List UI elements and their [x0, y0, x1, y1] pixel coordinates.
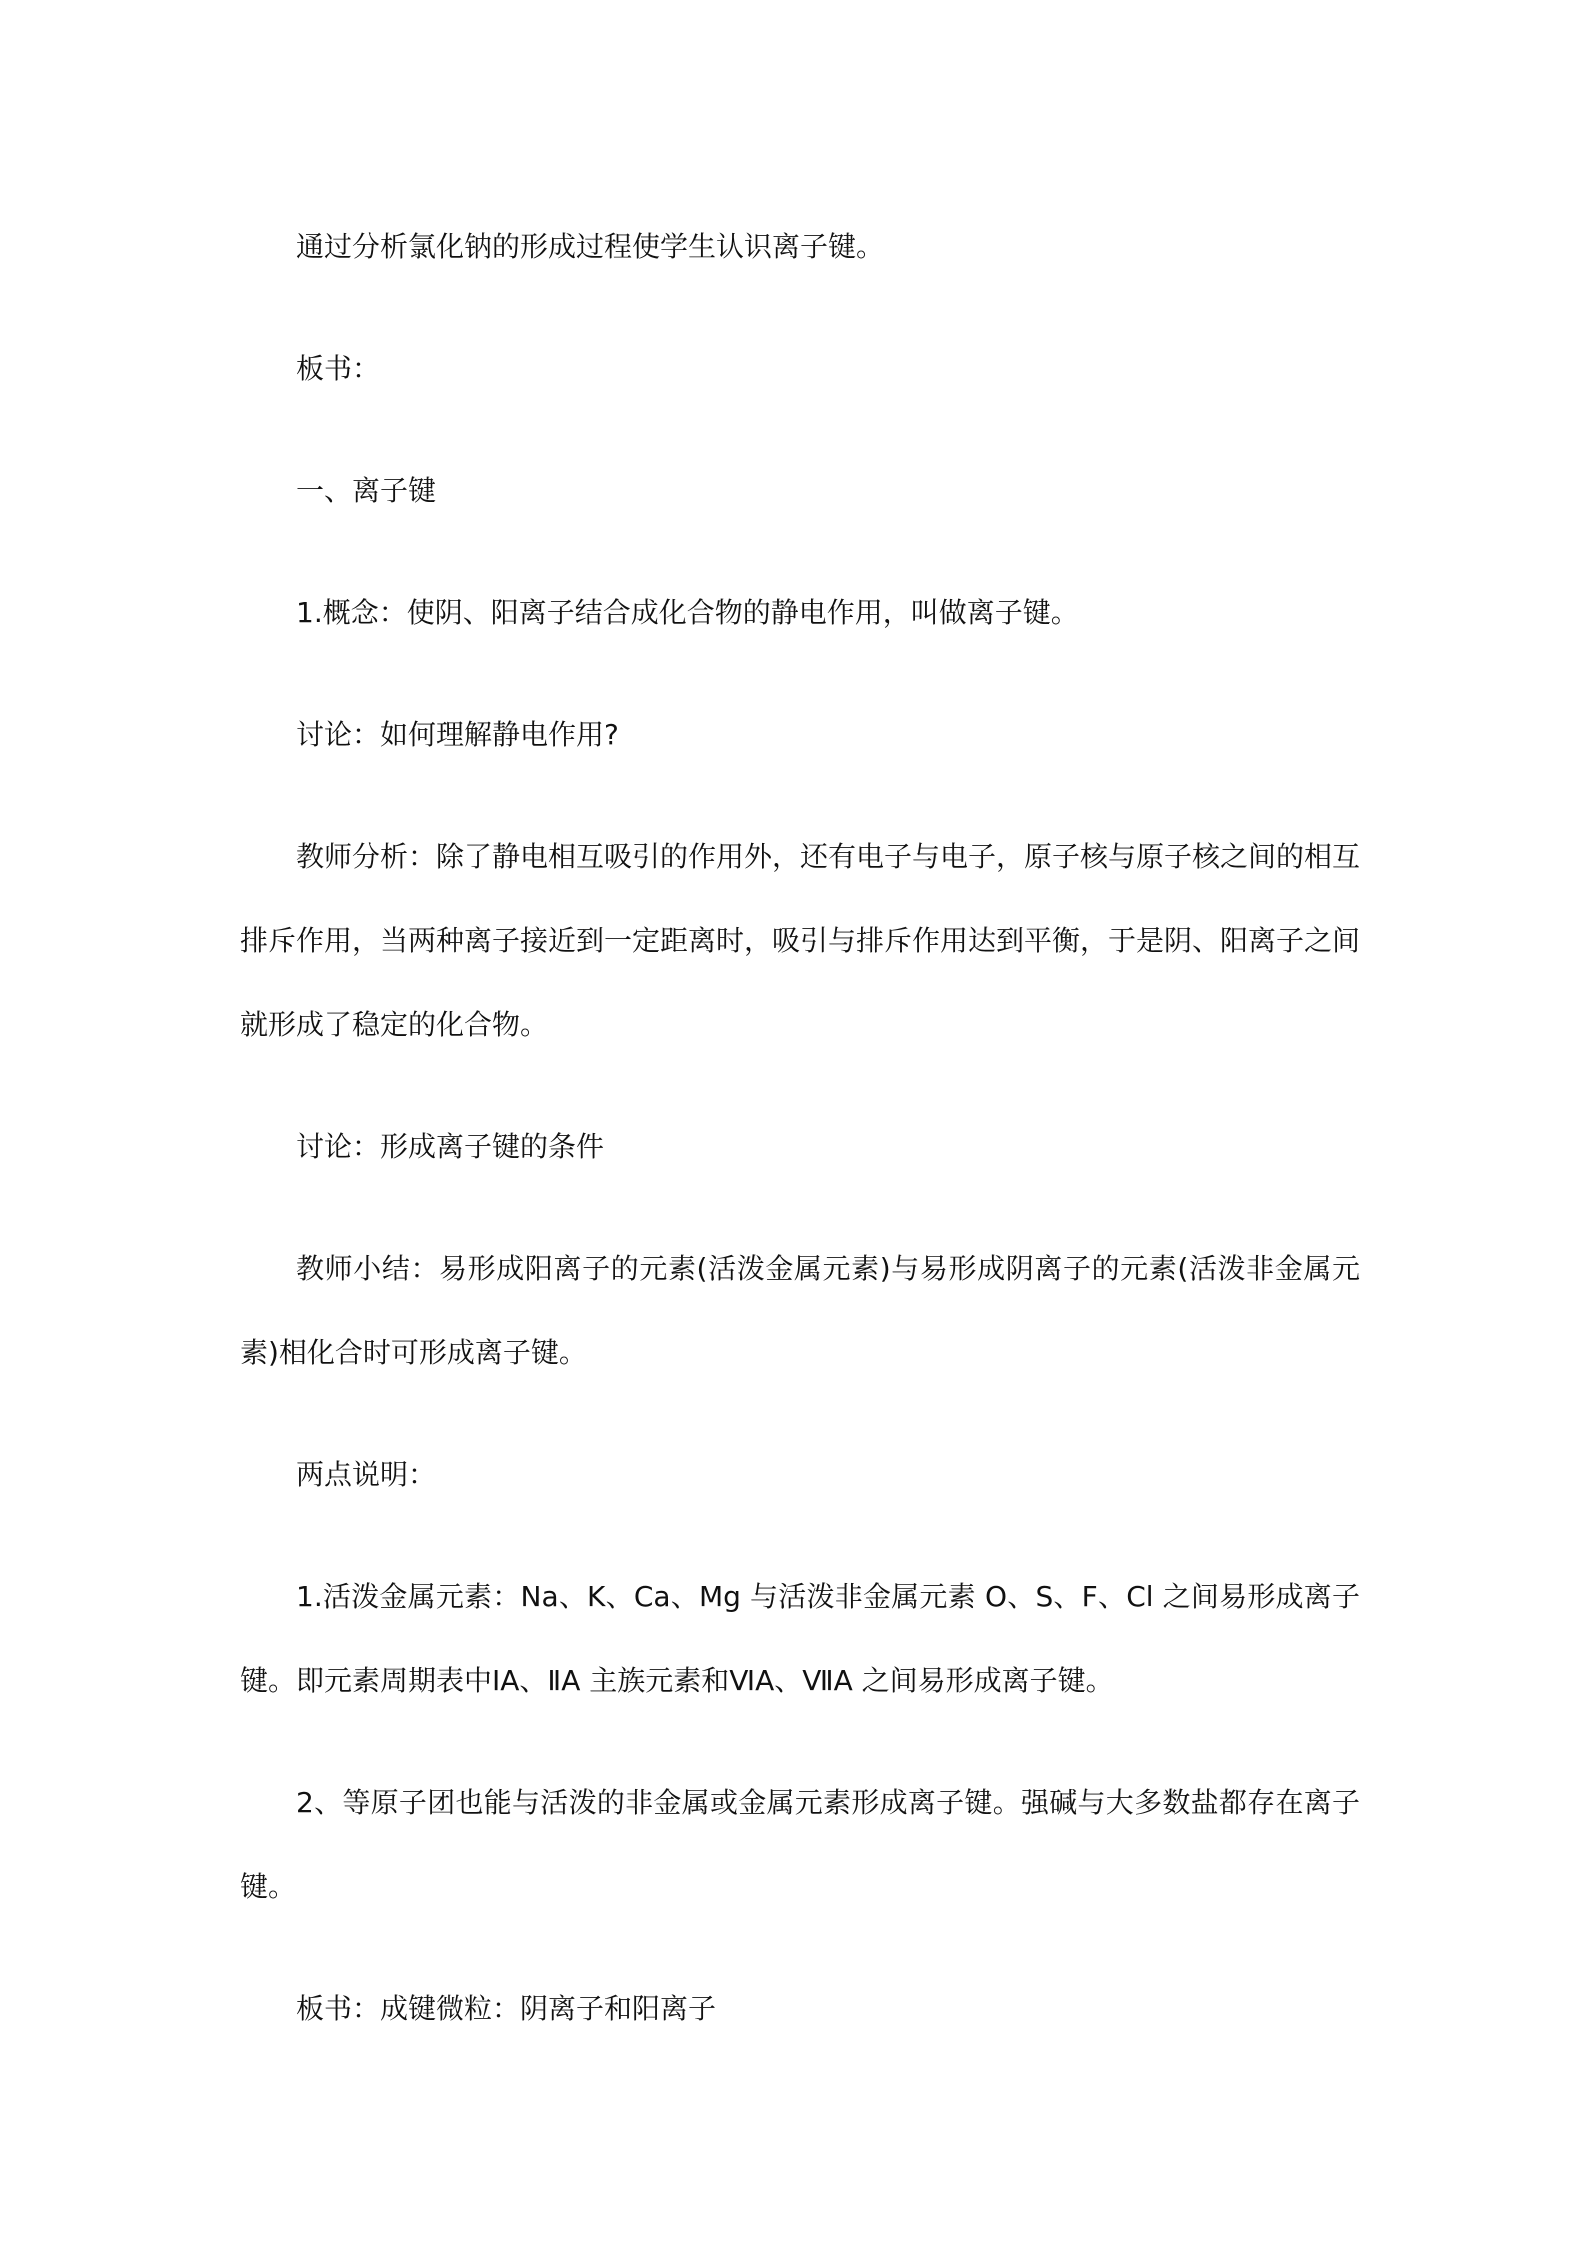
section-heading-ionic-bond: 一、离子键 — [296, 474, 437, 507]
paragraph-two-notes-label: 两点说明： — [296, 1458, 437, 1491]
paragraph-discussion-conditions: 讨论：形成离子键的条件 — [296, 1130, 605, 1163]
paragraph-note-2: 2、等原子团也能与活泼的非金属或金属元素形成离子键。强碱与大多数盐都存在离子键。 — [240, 1786, 1360, 1903]
paragraph-bonding-particles: 板书：成键微粒：阴离子和阳离子 — [296, 1992, 717, 2025]
paragraph-teacher-analysis: 教师分析：除了静电相互吸引的作用外，还有电子与电子，原子核与原子核之间的相互排斥作用，当两种离子接近到一定距离时，吸引与排斥作用达到平衡，于是阴、阳离子之间就形成了稳定的化合物。 — [240, 840, 1361, 1041]
paragraph-teacher-summary: 教师小结：易形成阳离子的元素(活泼金属元素)与易形成阴离子的元素(活泼非金属元素)相化合时可形成离子键。 — [240, 1252, 1360, 1369]
document-body — [240, 205, 1360, 2089]
paragraph-note-1: 1.活泼金属元素：Na、K、Ca、Mg 与活泼非金属元素 O、S、F、Cl 之间易形成离子键。即元素周期表中ⅠA、ⅡA 主族元素和ⅥA、ⅦA 之间易形成离子键。 — [240, 1580, 1360, 1697]
paragraph-objective: 通过分析氯化钠的形成过程使学生认识离子键。 — [296, 230, 885, 263]
paragraph-discussion-electrostatic: 讨论：如何理解静电作用? — [296, 718, 619, 751]
paragraph-concept: 1.概念：使阴、阳离子结合成化合物的静电作用，叫做离子键。 — [296, 596, 1079, 629]
paragraph-board-label: 板书： — [296, 352, 381, 385]
